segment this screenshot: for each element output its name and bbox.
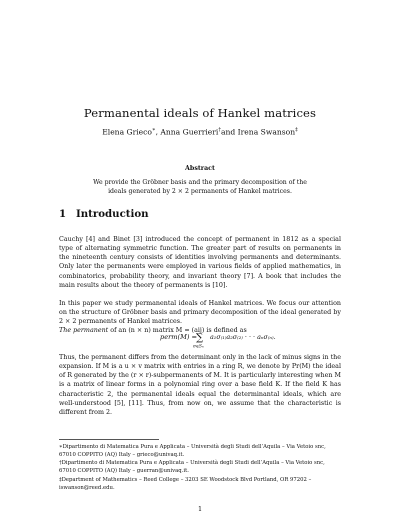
abstract-text: We provide the Gröbner basis and the primary decomposition of the ideals generated by 2 × 2 permanents of Hankel matrices. [93,179,307,195]
paragraph-text: of an (n × n) matrix M = (aij) is defined as [110,327,247,335]
author-name: and Irena Swanson [220,127,296,137]
formula-rhs: a₁σ₍₁₎a₂σ₍₂₎ · · · aₙσ₍ₙ₎. [210,333,276,341]
formula-sum: ∑ [196,332,204,344]
paper-title: Permanental ideals of Hankel matrices [83,106,317,120]
page-number: 1 [197,505,203,513]
paragraph: Cauchy [4] and Binet [3] introduced the concept of permanent in 1812 as a special type of alternating symmetric function. The greater part of results on permanents in the nineteenth century consists of identities involving permanents and determinants. Only later the permanents were employed in various fields of applied mathematics, in combinatorics, probability theory, and invariant theory [7]. A book that includes the main results about the theory of permanents is [10]. [59,236,341,289]
footnote: †Dipartimento di Matematica Pura e Applicata – Università degli Studi dell’Aquila – Via Vetoio snc, 67010 COPPITO (AQ) Italy – guerran@univaq.it. [59,460,325,474]
paragraph-text: In this paper we study permanental ideals of Hankel matrices. We focus our attention on the structure of Gröbner basis and primary decomposition of the ideal generated by 2 × 2 permanents of Hankel matrices. [59,300,341,326]
permanent-formula [0,329,400,349]
footnote-mark: † [218,127,221,133]
footnote-mark: ∗ [151,127,156,133]
section-number: 1 [59,208,67,220]
abstract-heading: Abstract [185,165,215,172]
formula-subscript: σ∈Sₙ [193,343,204,349]
footnote-mark: ‡ [295,127,298,133]
footnote: ∗Dipartimento di Matematica Pura e Applicata – Università degli Studi dell’Aquila – Via Vetoio snc, 67010 COPPITO (AQ) Italy – grieco@univaq.it. [59,444,326,458]
author-name: Elena Grieco [102,127,152,137]
footnote: ‡Department of Mathematics – Reed College – 3203 SE Woodstock Blvd Portland, OR 97202 – iswanson@reed.edu. [59,477,312,491]
author-name: , Anna Guerrieri [155,127,219,137]
paragraph: Thus, the permanent differs from the determinant only in the lack of minus signs in the expansion. If M is a u × v matrix with entries in a ring R, we denote by Pr(M) the ideal of R generated by the (r × r)-subpermanents of M. It is particularly interesting when M is a matrix of linear forms in a polynomial ring over a base field K. If the field K has characteristic 2, the permanental ideals equal the determinantal ideals, which are well-understood [5], [11]. Thus, from now on, we assume that the characteristic is different from 2. [59,354,341,416]
section-heading [59,208,149,220]
footnote-divider [59,439,159,440]
defined-term: The permanent [59,327,109,335]
author-line [0,127,400,137]
section-title: Introduction [76,208,149,220]
formula-lhs: perm(M) = [160,333,198,341]
